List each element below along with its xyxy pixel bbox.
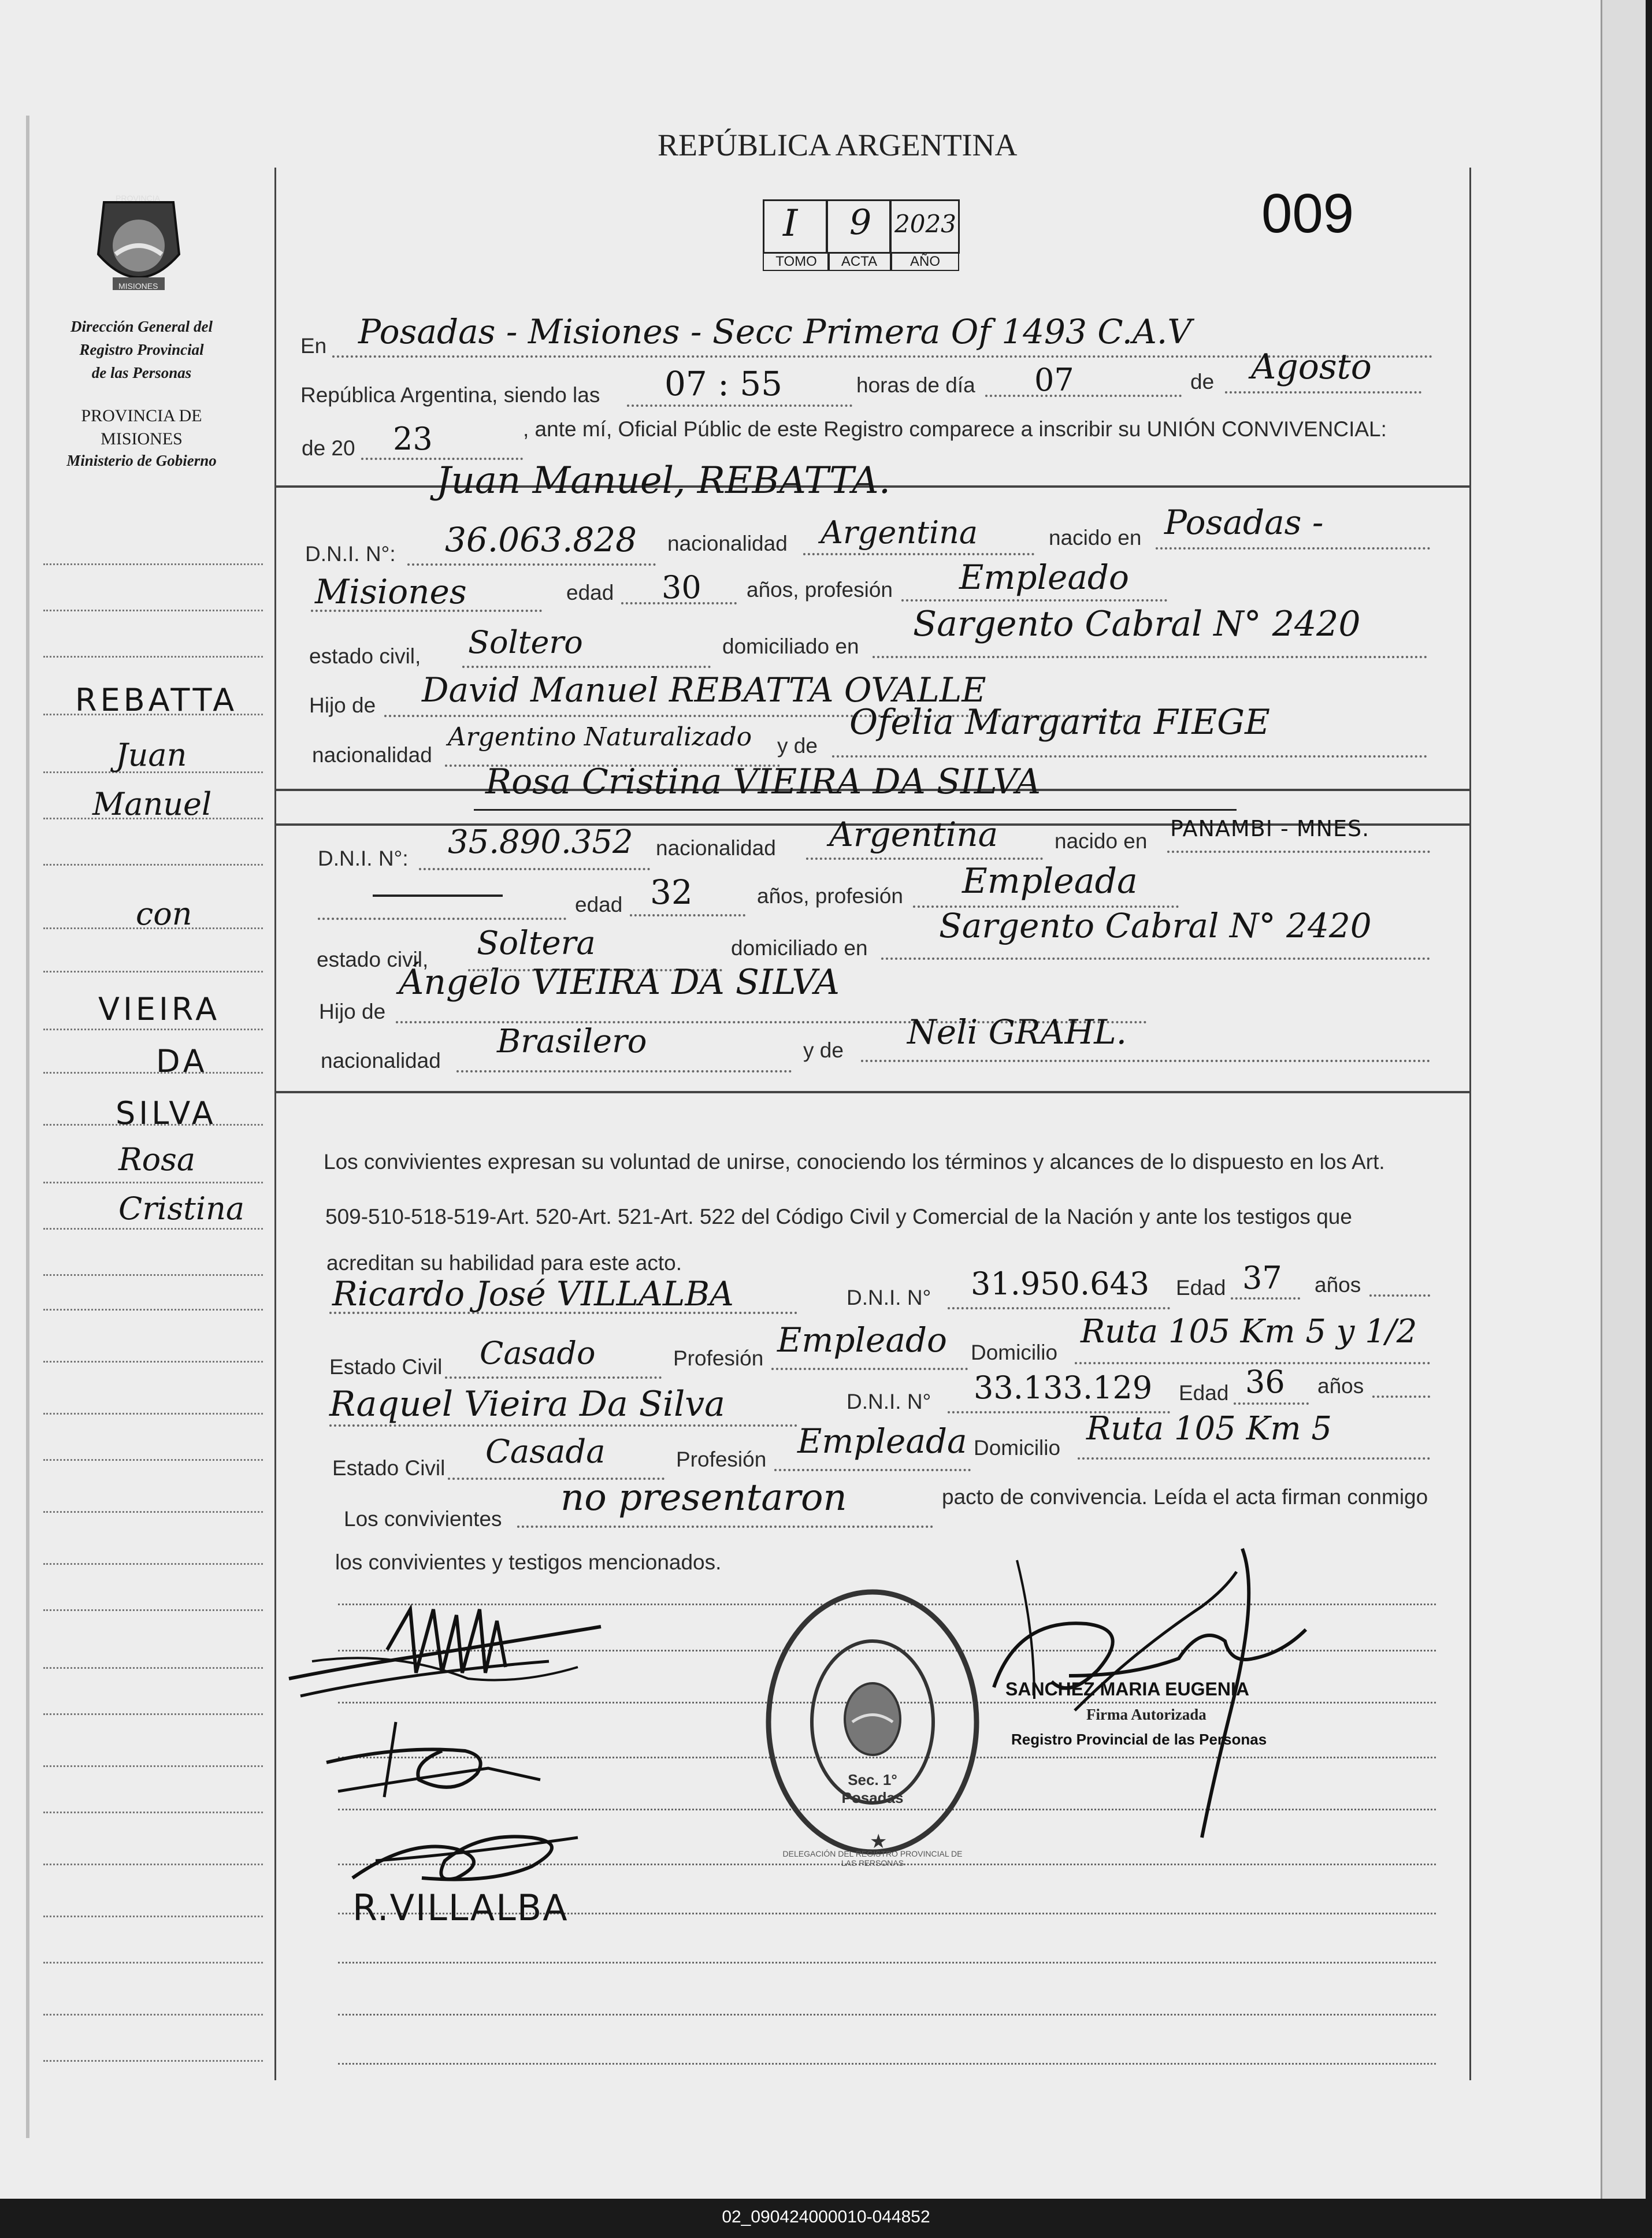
- w2-dni-value: 33.133.129: [974, 1369, 1153, 1406]
- official-office: Registro Provincial de las Personas: [1011, 1731, 1267, 1748]
- margin-line: [43, 1228, 263, 1230]
- p1-profession-line: [901, 599, 1167, 602]
- agency-name: [46, 315, 237, 384]
- margin-line: [43, 563, 263, 565]
- closing-line-2: los convivientes y testigos mencionados.: [335, 1550, 722, 1574]
- statement-text: , ante mí, Oficial Públic de este Registro comparece a inscribir su UNIÓN CONVIVENCIAL:: [523, 417, 1387, 441]
- w1-profession-value: Empleado: [777, 1320, 947, 1360]
- p2-mother-value: Neli GRAHL.: [907, 1012, 1127, 1052]
- margin-line: [43, 1609, 263, 1611]
- w2-address-value: Ruta 105 Km 5: [1086, 1410, 1332, 1448]
- p2-profession-value: Empleada: [962, 861, 1138, 901]
- anio-label: AÑO: [891, 253, 959, 271]
- w2-name-line: [329, 1424, 797, 1427]
- p1-age-label: edad: [566, 581, 614, 604]
- w2-age-label: Edad: [1179, 1381, 1229, 1405]
- section-divider: [274, 1091, 1469, 1093]
- p2-mother-line: [861, 1060, 1430, 1062]
- w1-years-label: años: [1315, 1273, 1361, 1297]
- w1-years-line: [1369, 1294, 1430, 1297]
- time-value: 07 : 55: [664, 364, 783, 403]
- anio-value: 2023: [894, 210, 956, 238]
- person2-full-name: Rosa Cristina VIEIRA DA SILVA: [485, 762, 1041, 802]
- place-value: Posadas - Misiones - Secc Primera Of 1493 C.A.V: [358, 312, 1192, 351]
- p1-civil-value: Soltero: [468, 624, 583, 660]
- p1-father-nat-label: nacionalidad: [312, 743, 432, 767]
- w2-years-line: [1372, 1395, 1430, 1398]
- month-line: [1225, 391, 1421, 394]
- acta-value: 9: [849, 202, 872, 243]
- margin-line: [43, 1563, 263, 1565]
- p2-father-nat-label: nacionalidad: [321, 1049, 441, 1072]
- year-prefix: de 20: [302, 436, 355, 460]
- margin-line: [43, 1182, 263, 1183]
- p2-birthplace-value: PANAMBI - MNES.: [1170, 816, 1370, 841]
- margin-line: [43, 1413, 263, 1415]
- ministry-name: Ministerio de Gobierno: [66, 452, 217, 469]
- margin-given-name-1b: Manuel: [92, 786, 212, 822]
- w1-profession-label: Profesión: [673, 1346, 764, 1370]
- p2-civil-label: estado civil,: [317, 948, 429, 971]
- signature-line: [338, 1962, 1436, 1964]
- republica-label: República Argentina, siendo las: [300, 383, 600, 407]
- p2-birth-line: [1167, 851, 1430, 853]
- pacto-label: pacto de convivencia. Leída el acta firman conmigo: [942, 1485, 1428, 1509]
- w1-dni-value: 31.950.643: [971, 1265, 1150, 1302]
- margin-given-name-2a: Rosa: [118, 1141, 196, 1178]
- day-line: [985, 395, 1182, 397]
- p2-dni-label: D.N.I. N°:: [318, 847, 409, 870]
- p1-mother-value: Ofelia Margarita FIEGE: [849, 702, 1270, 743]
- w2-profession-value: Empleada: [797, 1422, 967, 1461]
- p1-mother-line: [832, 755, 1427, 758]
- margin-line: [43, 2014, 263, 2016]
- p2-profession-label: años, profesión: [757, 884, 904, 908]
- w2-dni-label: D.N.I. N°: [847, 1390, 931, 1413]
- margin-line: [43, 1812, 263, 1813]
- p1-dni-value: 36.063.828: [445, 520, 637, 559]
- margin-given-name-1a: Juan: [116, 737, 187, 773]
- margin-line: [43, 2060, 263, 2062]
- margin-line: [43, 1459, 263, 1461]
- p2-age-line: [630, 914, 745, 916]
- p2-address-line: [881, 957, 1430, 960]
- pacto-line: [517, 1526, 933, 1528]
- emblem-top-text: PROVINCIA: [116, 194, 161, 203]
- w2-age-value: 36: [1245, 1364, 1285, 1400]
- margin-line: [43, 864, 263, 866]
- w1-address-label: Domicilio: [971, 1341, 1058, 1364]
- margin-surname-2c: SILVA: [116, 1095, 217, 1131]
- w2-age-line: [1234, 1402, 1309, 1405]
- p2-father-nat-line: [456, 1070, 792, 1072]
- registry-seal: [757, 1583, 988, 1861]
- margin-line: [43, 656, 263, 658]
- p2-nationality-value: Argentina: [829, 815, 998, 854]
- p1-father-label: Hijo de: [309, 693, 376, 717]
- margin-line: [43, 1864, 263, 1865]
- p2-blank-dash: [373, 895, 503, 897]
- p1-father-value: David Manuel REBATTA OVALLE: [422, 670, 986, 710]
- w1-dni-label: D.N.I. N°: [847, 1286, 931, 1309]
- w1-civil-line: [445, 1376, 662, 1379]
- p1-profession-value: Empleado: [959, 558, 1129, 597]
- declaration-line-2: 509-510-518-519-Art. 520-Art. 521-Art. 522 del Código Civil y Comercial de la Nación y ante los testigos que: [325, 1205, 1352, 1229]
- page-number: 009: [1261, 183, 1354, 244]
- country-title: REPÚBLICA ARGENTINA: [658, 128, 1018, 162]
- agency-line: de las Personas: [91, 364, 192, 381]
- en-label: En: [300, 334, 327, 358]
- p2-birth-label: nacido en: [1055, 829, 1148, 853]
- margin-line: [43, 1029, 263, 1030]
- p1-address-value: Sargento Cabral N° 2420: [913, 604, 1361, 644]
- margin-line: [43, 1713, 263, 1715]
- declaration-line-3: acreditan su habilidad para este acto.: [326, 1251, 682, 1275]
- p2-nationality-label: nacionalidad: [656, 836, 776, 860]
- p1-civil-label: estado civil,: [309, 644, 421, 668]
- year-value: 23: [393, 421, 433, 457]
- p1-age-value: 30: [662, 569, 701, 606]
- margin-line: [43, 1072, 263, 1074]
- seal-inner-text: Sec. 1° Posadas: [841, 1771, 904, 1806]
- seal-ring-text: DELEGACIÓN DEL REGISTRO PROVINCIAL DE LAS PERSONAS: [782, 1849, 963, 1868]
- margin-surname-2a: VIEIRA: [98, 991, 221, 1027]
- signature-1: [277, 1586, 624, 1719]
- province-line: MISIONES: [101, 429, 183, 448]
- acta-label: ACTA: [827, 253, 891, 271]
- margin-line: [43, 1511, 263, 1513]
- margin-given-name-2b: Cristina: [118, 1190, 245, 1227]
- margin-line: [43, 1309, 263, 1311]
- p1-nationality-line: [803, 553, 1034, 555]
- signature-2: [315, 1710, 558, 1814]
- p1-birthplace-1: Posadas -: [1164, 503, 1324, 542]
- p1-nationality-label: nacionalidad: [667, 532, 788, 555]
- margin-line: [43, 1274, 263, 1276]
- w1-civil-value: Casado: [480, 1335, 596, 1371]
- w1-age-label: Edad: [1176, 1276, 1226, 1300]
- agency-line: Dirección General del: [70, 318, 213, 335]
- emblem-bottom-text: MISIONES: [118, 281, 158, 291]
- p1-birthplace-2: Misiones: [315, 572, 467, 611]
- declaration-line-1: Los convivientes expresan su voluntad de unirse, conociendo los términos y alcances de lo dispuesto en los Art.: [324, 1150, 1385, 1174]
- w1-address-value: Ruta 105 Km 5 y 1/2: [1081, 1313, 1417, 1350]
- province-name: [46, 404, 237, 451]
- margin-line: [43, 1916, 263, 1917]
- w2-civil-label: Estado Civil: [332, 1456, 446, 1480]
- footer-code: 02_090424000010-044852: [722, 2207, 930, 2226]
- p1-profession-label: años, profesión: [747, 578, 893, 602]
- agency-line: Registro Provincial: [79, 341, 204, 358]
- pacto-value: no presentaron: [560, 1476, 847, 1519]
- person1-full-name: Juan Manuel, REBATTA.: [436, 459, 891, 502]
- margin-line: [43, 971, 263, 973]
- month-value: Agosto: [1251, 347, 1372, 387]
- time-line: [627, 404, 852, 407]
- horas-label: horas de día: [856, 373, 975, 397]
- day-value: 07: [1034, 362, 1074, 398]
- w1-age-line: [1231, 1297, 1300, 1300]
- p1-birth-label: nacido en: [1049, 526, 1142, 550]
- margin-line: [43, 1962, 263, 1964]
- p1-dni-line: [407, 563, 656, 566]
- p1-mother-label: y de: [777, 734, 818, 758]
- province-line: PROVINCIA DE: [81, 406, 202, 425]
- margin-connector: con: [136, 896, 192, 932]
- w2-civil-value: Casada: [485, 1433, 606, 1471]
- signature-line: [338, 2014, 1436, 2016]
- w2-address-label: Domicilio: [974, 1436, 1061, 1460]
- w2-address-line: [1078, 1457, 1430, 1460]
- de-label: de: [1190, 370, 1215, 394]
- p2-civil-value: Soltera: [477, 925, 596, 962]
- acta-box: [763, 199, 959, 272]
- signature-name: R.VILLALBA: [352, 1887, 569, 1929]
- p1-nationality-value: Argentina: [821, 514, 978, 551]
- official-title: Firma Autorizada: [1086, 1706, 1206, 1723]
- name-underline: [474, 809, 1237, 811]
- w1-age-value: 37: [1242, 1260, 1282, 1296]
- p2-age-value: 32: [650, 873, 693, 912]
- margin-line: [43, 1667, 263, 1669]
- p2-address-label: domiciliado en: [731, 936, 868, 960]
- p2-father-nat-value: Brasilero: [497, 1023, 647, 1060]
- tomo-value: I: [783, 202, 798, 245]
- margin-surname-2b: DA: [156, 1043, 208, 1079]
- p1-birth-line: [1156, 547, 1430, 550]
- w1-civil-label: Estado Civil: [329, 1355, 443, 1379]
- p2-father-label: Hijo de: [319, 1000, 386, 1023]
- paper-right-edge: [1601, 0, 1646, 2199]
- w2-name-value: Raquel Vieira Da Silva: [329, 1384, 725, 1424]
- p2-dni-line: [419, 868, 650, 870]
- p1-civil-line: [462, 666, 711, 668]
- margin-line: [43, 1361, 263, 1363]
- p2-address-value: Sargento Cabral N° 2420: [939, 906, 1372, 945]
- p2-father-value: Ángelo VIEIRA DA SILVA: [399, 962, 840, 1003]
- p2-dni-value: 35.890.352: [448, 823, 633, 861]
- p2-age-label: edad: [575, 893, 623, 916]
- margin-line: [43, 1765, 263, 1767]
- margin-line: [43, 610, 263, 611]
- signature-line: [338, 2063, 1436, 2065]
- p2-blank-line: [318, 918, 566, 920]
- p2-mother-label: y de: [803, 1038, 844, 1062]
- w2-years-label: años: [1317, 1374, 1364, 1398]
- official-name: SANCHEZ MARIA EUGENIA: [1005, 1679, 1249, 1699]
- p1-address-line: [873, 656, 1427, 658]
- p2-nationality-line: [806, 858, 1043, 860]
- p1-dni-label: D.N.I. N°:: [305, 542, 396, 566]
- convivientes-label: Los convivientes: [344, 1507, 502, 1531]
- tomo-label: TOMO: [763, 253, 830, 271]
- w1-profession-line: [771, 1368, 968, 1370]
- margin-surname-1: REBATTA: [75, 682, 238, 718]
- p1-father-nat-value: Argentino Naturalizado: [448, 722, 752, 752]
- w2-profession-label: Profesión: [676, 1448, 767, 1471]
- w2-profession-line: [774, 1469, 971, 1471]
- w1-name-value: Ricardo José VILLALBA: [332, 1274, 734, 1313]
- p1-address-label: domiciliado en: [722, 634, 859, 658]
- paper-left-edge: [26, 116, 29, 2138]
- svg-text:★: ★: [870, 1830, 888, 1853]
- w1-dni-line: [948, 1307, 1170, 1309]
